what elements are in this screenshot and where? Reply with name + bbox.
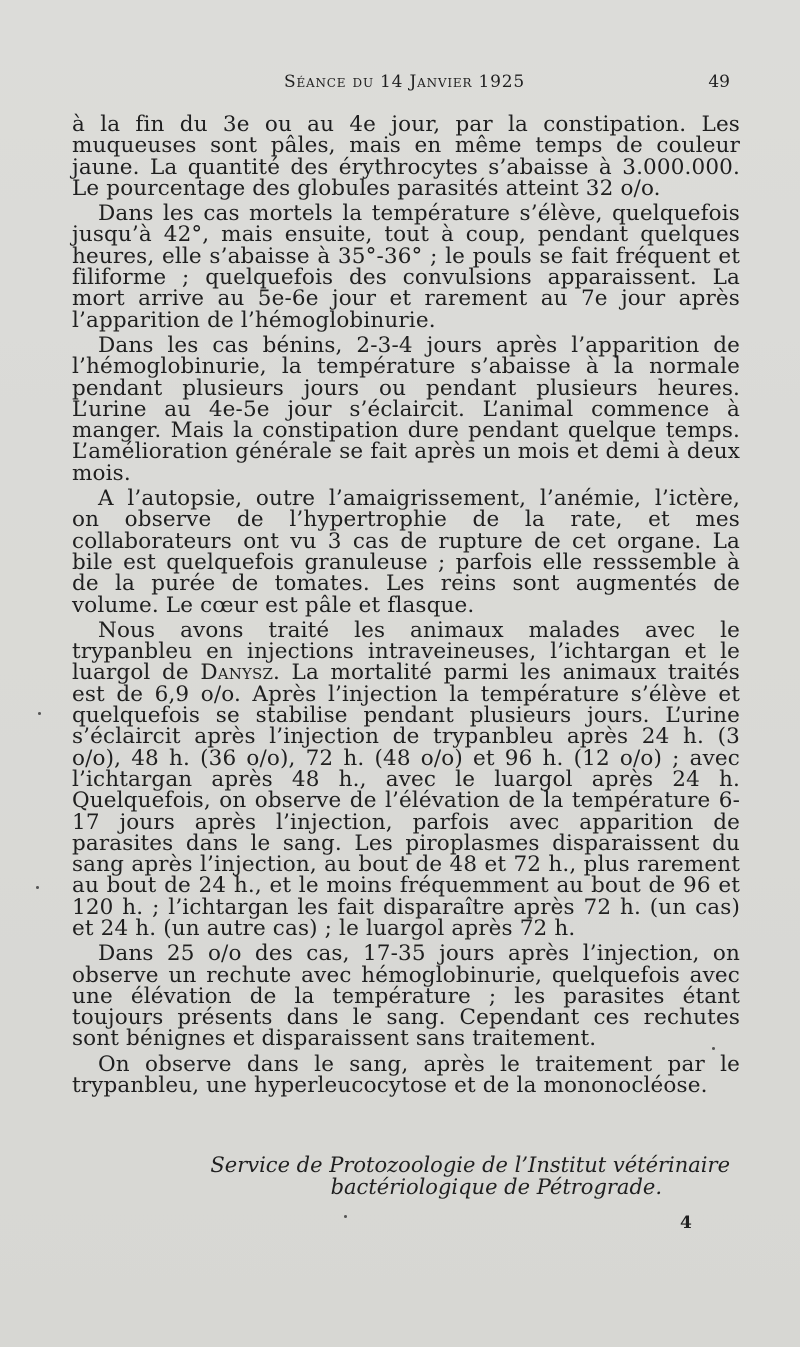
paragraph-6: Dans 25 o/o des cas, 17-35 jours après l’injection, on observe un rechute avec hémoglobinurie, quelquefois avec une élévation de la température ; les parasites étant toujours présents dans le sang. Cependant ces rechutes sont bénignes et disparaissent sans traitement. <box>72 941 740 1052</box>
paragraph-5-text-a: Nous avons traité les animaux malades avec le trypanbleu en injections intraveineuses, l’ichtargan et le luargol de <box>72 617 740 686</box>
paragraph-4: A l’autopsie, outre l’amaigrissement, l’anémie, l’ictère, on observe de l’hypertrophie de la rate, et mes collaborateurs ont vu 3 cas de rupture de cet organe. La bile est quelquefois granuleuse ; parfois elle resssemble à de la purée de tomates. Les reins sont augmentés de volume. Le cœur est pâle et flasque. <box>72 486 740 618</box>
paragraph-1: à la fin du 3e ou au 4e jour, par la constipation. Les muqueuses sont pâles, mais en même temps de couleur jaune. La quantité des érythrocytes s’abaisse à 3.000.000. Le pourcentage des globules parasités atteint 32 o/o. <box>72 112 740 201</box>
signature-line-2: bactériologique de Pétrograde. <box>330 1175 662 1199</box>
print-speck <box>36 886 39 889</box>
signature <box>72 1154 740 1198</box>
print-speck <box>712 1047 715 1050</box>
paragraph-5 <box>72 617 740 941</box>
print-speck <box>38 712 41 715</box>
body-text <box>72 112 740 1099</box>
running-head <box>0 72 800 98</box>
paragraph-7: On observe dans le sang, après le traitement par le trypanbleu, une hyperleucocytose et de la mononocléose. <box>72 1051 740 1099</box>
signature-mark: 4 <box>680 1213 692 1233</box>
paragraph-2: Dans les cas mortels la température s’élève, quelquefois jusqu’à 42°, mais ensuite, tout à coup, pendant quelques heures, elle s’abaisse à 35°-36° ; le pouls se fait fréquent et filiforme ; quelquefois des convulsions apparaissent. La mort arrive au 5e-6e jour et rarement au 7e jour après l’apparition de l’hémoglobinurie. <box>72 201 740 333</box>
signature-line-1: Service de Protozoologie de l’Institut vétérinaire <box>210 1153 730 1177</box>
page-number: 49 <box>708 72 730 92</box>
running-title: Séance du 14 Janvier 1925 <box>284 72 525 92</box>
print-speck <box>344 1215 347 1218</box>
paragraph-5-text-b: . La mortalité parmi les animaux traités est de 6,9 o/o. Après l’injection la température s’élève et quelquefois se stabilise pendant plusieurs jours. L’urine s’éclaircit après l’injection de trypanbleu après 24 h. (3 o/o), 48 h. (36 o/o), 72 h. (48 o/o) et 96 h. (12 o/o) ; avec l’ichtargan après 48 h., avec le luargol après 24 h. Quelquefois, on observe de l’élévation de la température 6-17 jours après l’injection, parfois avec apparition de parasites dans le sang. Les piroplasmes disparaissent du sang après l’injection, au bout de 48 et 72 h., plus rarement au bout de 24 h., et le moins fréquemment au bout de 96 et 120 h. ; l’ichtargan les fait disparaître après 72 h. (un cas) et 24 h. (un autre cas) ; le luargol après 72 h. <box>72 660 740 941</box>
author-name: Danysz <box>200 660 274 686</box>
paragraph-3: Dans les cas bénins, 2-3-4 jours après l’apparition de l’hémoglobinurie, la température s’abaisse à la normale pendant plusieurs jours ou pendant plusieurs heures. L’urine au 4e-5e jour s’éclaircit. L’animal commence à manger. Mais la constipation dure pendant quelque temps. L’amélioration générale se fait après un mois et demi à deux mois. <box>72 332 740 486</box>
